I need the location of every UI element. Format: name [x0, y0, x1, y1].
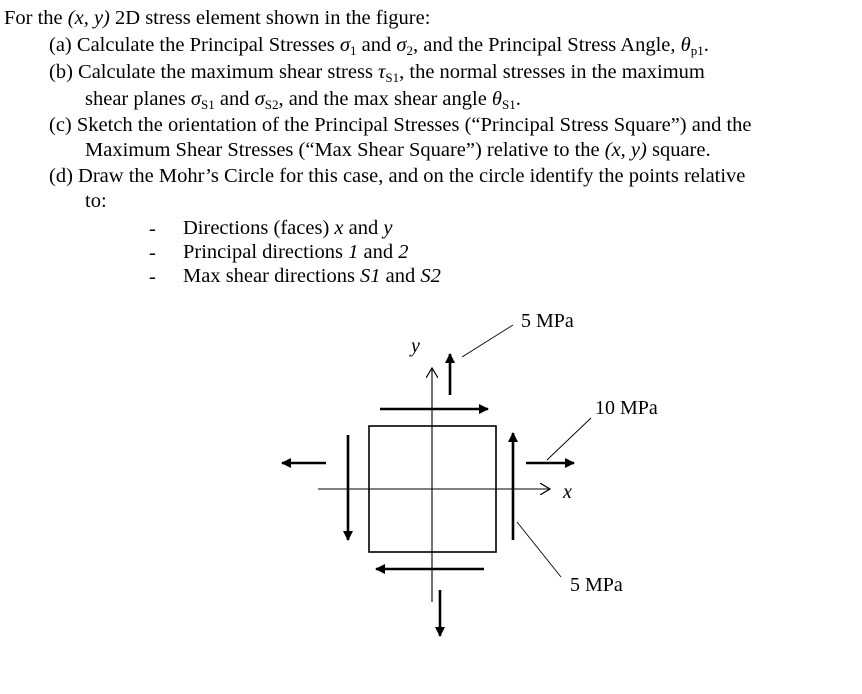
bullet-dash-3: -	[149, 266, 156, 288]
sigma-2-symbol: σ	[396, 34, 407, 56]
part-c-text-2a: Maximum Shear Stresses (“Max Shear Square”) relative to the	[85, 139, 605, 161]
intro-post: 2D stress element shown in the figure:	[109, 7, 431, 29]
part-d-label: (d)	[49, 165, 73, 187]
leader-right	[547, 418, 591, 460]
sigma-s2-subscript: S2	[264, 97, 279, 112]
sigma-s1-symbol: σ	[190, 88, 201, 110]
intro-xy: (x, y)	[67, 7, 110, 29]
sigma-s1-subscript: S1	[201, 97, 215, 112]
part-a-text-3: , and the Principal Stress Angle,	[413, 34, 681, 56]
bullet-2-text-b: 1	[348, 241, 359, 263]
bullet-3-text-c: and	[380, 265, 421, 287]
bullet-3-text-d: S2	[420, 265, 441, 287]
label-5mpa-top: 5 MPa	[521, 310, 574, 332]
sigma-1-subscript: 1	[350, 43, 357, 58]
bullet-dash-1: -	[149, 218, 156, 240]
intro-pre: For the	[4, 7, 68, 29]
theta-p1-subscript: p1	[690, 43, 704, 58]
bullet-3-text-b: S1	[360, 265, 381, 287]
part-a-text-1: Calculate the Principal Stresses	[71, 34, 340, 56]
part-c-xy: (x, y)	[604, 139, 647, 161]
part-b-label: (b)	[49, 61, 73, 83]
bullet-1-text-a: Directions (faces)	[183, 217, 335, 239]
part-c-text-1: Sketch the orientation of the Principal Stresses (“Principal Stress Square”) and the	[71, 114, 752, 136]
bullet-2-text-a: Principal directions	[183, 241, 349, 263]
leader-top	[462, 325, 513, 357]
tau-s1-subscript: S1	[385, 70, 400, 85]
part-b-text-5: , and the max shear angle	[278, 88, 492, 110]
bullet-dash-2: -	[149, 242, 156, 264]
theta-s1-subscript: S1	[502, 97, 516, 112]
part-b-text-4: and	[214, 88, 255, 110]
part-c-text-2c: square.	[646, 139, 711, 161]
part-c-label: (c)	[49, 114, 72, 136]
bullet-1-text-d: y	[383, 217, 393, 239]
tau-s1-symbol: τ	[378, 61, 386, 83]
leader-bottom	[517, 522, 561, 577]
sigma-1-symbol: σ	[339, 34, 351, 56]
bullet-3-text-a: Max shear directions	[183, 265, 361, 287]
part-b-text-2: , the normal stresses in the maximum	[399, 61, 705, 83]
theta-s1-symbol: θ	[491, 88, 502, 110]
part-b-text-1: Calculate the maximum shear stress	[72, 61, 379, 83]
part-a-text-2: and	[356, 34, 397, 56]
label-y-axis: y	[411, 335, 420, 357]
theta-p1-symbol: θ	[680, 34, 691, 56]
part-b-text-6: .	[515, 88, 521, 110]
label-10mpa-right: 10 MPa	[595, 397, 658, 419]
part-a-label: (a)	[49, 34, 72, 56]
part-d-line-2: to:	[85, 190, 107, 212]
bullet-2-text-c: and	[358, 241, 399, 263]
part-b-text-3: shear planes	[85, 88, 191, 110]
sigma-s2-symbol: σ	[254, 88, 265, 110]
label-x-axis: x	[563, 481, 572, 503]
bullet-1-text-b: x	[334, 217, 344, 239]
bullet-2-text-d: 2	[398, 241, 409, 263]
part-a-text-4: .	[703, 34, 709, 56]
sigma-2-subscript: 2	[406, 43, 414, 58]
part-d-text-1: Draw the Mohr’s Circle for this case, and on the circle identify the points relative	[72, 165, 746, 187]
bullet-1-text-c: and	[343, 217, 384, 239]
label-5mpa-bottom: 5 MPa	[570, 574, 623, 596]
